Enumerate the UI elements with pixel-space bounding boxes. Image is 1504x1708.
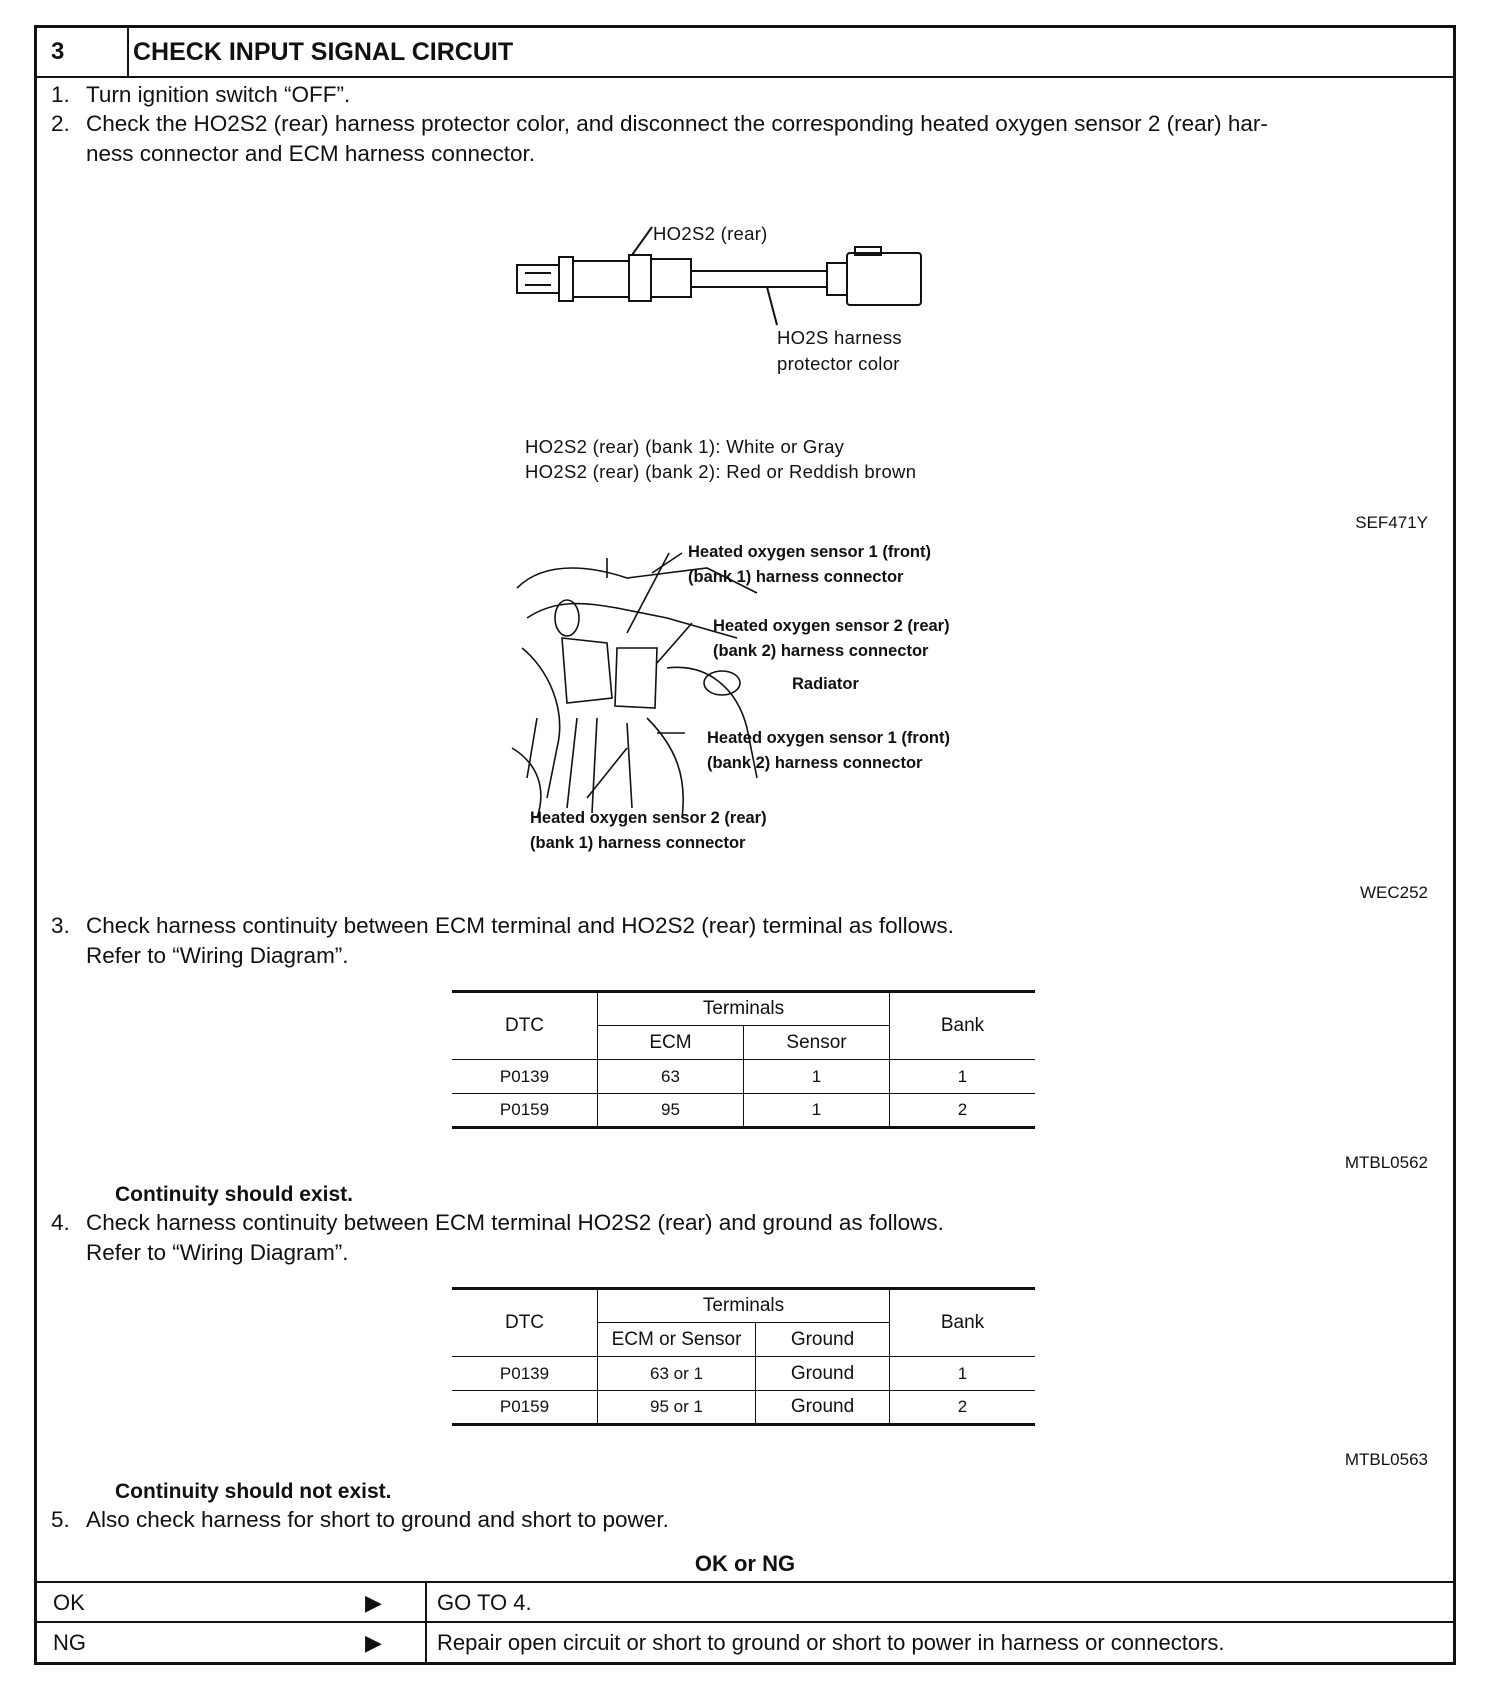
continuity-table-1 [452,990,1035,1129]
result-divider [425,1623,427,1664]
table2-cell-bank: 1 [890,1357,1036,1391]
table1-cell-sensor: 1 [744,1094,890,1128]
step-2-text-line1: Check the HO2S2 (rear) harness protector color, and disconnect the corresponding heated oxygen sensor 2 (rear) har- [86,111,1268,136]
step-number: 3 [37,28,129,76]
bank2-color-caption: HO2S2 (rear) (bank 2): Red or Reddish brown [525,461,917,482]
result-ok-action: GO TO 4. [437,1590,532,1615]
table1-cell-dtc: P0159 [452,1094,598,1128]
result-ok-key: OK [53,1590,85,1615]
hos1-bank1-label-1: Heated oxygen sensor 1 (front) [688,543,931,561]
result-ng-action: Repair open circuit or short to ground or short to power in harness or connectors. [437,1630,1225,1655]
ho2s2-label: HO2S2 (rear) [653,223,768,244]
step-2-number: 2. [51,111,70,136]
bank1-color-caption: HO2S2 (rear) (bank 1): White or Gray [525,436,845,457]
step-5-text: Also check harness for short to ground and short to power. [86,1507,669,1532]
table2-cell-ecm-or-sensor: 95 or 1 [598,1391,756,1425]
table-row [452,1391,1035,1425]
table1-cell-sensor: 1 [744,1060,890,1094]
radiator-label: Radiator [792,675,859,693]
step-3-number: 3. [51,913,70,938]
table-row [452,1357,1035,1391]
hos2-bank1-label-2: (bank 1) harness connector [530,834,746,852]
continuity-table-2 [452,1287,1035,1426]
figure-ref-wec252: WEC252 [1359,883,1428,902]
step-1-text: Turn ignition switch “OFF”. [86,82,351,107]
continuity-note-2: Continuity should not exist. [115,1480,392,1503]
table2-header-ecm-or-sensor: ECM or Sensor [598,1323,756,1357]
step-5-number: 5. [51,1507,70,1532]
step-4-text-line2: Refer to “Wiring Diagram”. [86,1240,349,1265]
table2-header-bank: Bank [890,1289,1036,1357]
table1-cell-bank: 2 [890,1094,1036,1128]
procedure-title: CHECK INPUT SIGNAL CIRCUIT [133,38,514,66]
table-row [452,1094,1035,1128]
step-4-text-line1: Check harness continuity between ECM terminal HO2S2 (rear) and ground as follows. [86,1210,944,1235]
table-ref-mtbl0563: MTBL0563 [1344,1450,1428,1469]
result-ng-key: NG [53,1630,86,1655]
table2-cell-dtc: P0139 [452,1357,598,1391]
table2-cell-ground: Ground [756,1391,890,1425]
step-4-number: 4. [51,1210,70,1235]
table1-header-bank: Bank [890,992,1036,1060]
figure-ref-sef471y: SEF471Y [1355,513,1428,532]
continuity-note-1: Continuity should exist. [115,1183,354,1206]
step-3-text-line1: Check harness continuity between ECM terminal and HO2S2 (rear) terminal as follows. [86,913,954,938]
hos2-bank2-label-1: Heated oxygen sensor 2 (rear) [713,617,950,635]
table1-cell-bank: 1 [890,1060,1036,1094]
table2-cell-dtc: P0159 [452,1391,598,1425]
result-row-ok [37,1581,1453,1623]
hos2-bank2-label-2: (bank 2) harness connector [713,642,929,660]
table1-cell-ecm: 95 [598,1094,744,1128]
table1-header-sensor: Sensor [744,1026,890,1060]
table-row [452,1060,1035,1094]
table-ref-mtbl0562: MTBL0562 [1344,1153,1428,1172]
sensor-tip [517,265,559,293]
harness-protector-label-2: protector color [777,353,900,374]
hos1-bank2-label-2: (bank 2) harness connector [707,754,923,772]
table1-cell-ecm: 63 [598,1060,744,1094]
table2-header-ground: Ground [756,1323,890,1357]
table2-header-terminals: Terminals [598,1289,890,1323]
step-1-number: 1. [51,82,70,107]
table1-header-dtc: DTC [452,992,598,1060]
table2-cell-ecm-or-sensor: 63 or 1 [598,1357,756,1391]
hos1-bank2-label-1: Heated oxygen sensor 1 (front) [707,729,950,747]
step-2-text-line2: ness connector and ECM harness connector. [86,141,536,166]
table1-cell-dtc: P0139 [452,1060,598,1094]
procedure-header [37,28,1453,78]
ok-or-ng-heading: OK or NG [694,1551,796,1576]
arrow-right-icon: ▶ [365,1590,382,1615]
procedure-frame [34,25,1456,1665]
harness-protector-label-1: HO2S harness [777,327,902,348]
table2-header-dtc: DTC [452,1289,598,1357]
sensor-connector [847,253,921,305]
table2-cell-ground: Ground [756,1357,890,1391]
arrow-right-icon: ▶ [365,1630,382,1655]
step-3-text-line2: Refer to “Wiring Diagram”. [86,943,349,968]
result-divider [425,1583,427,1623]
hos2-bank1-label-1: Heated oxygen sensor 2 (rear) [530,809,767,827]
table2-cell-bank: 2 [890,1391,1036,1425]
table1-header-terminals: Terminals [598,992,890,1026]
result-row-ng [37,1621,1453,1664]
table1-header-ecm: ECM [598,1026,744,1060]
hos1-bank1-label-2: (bank 1) harness connector [688,568,904,586]
